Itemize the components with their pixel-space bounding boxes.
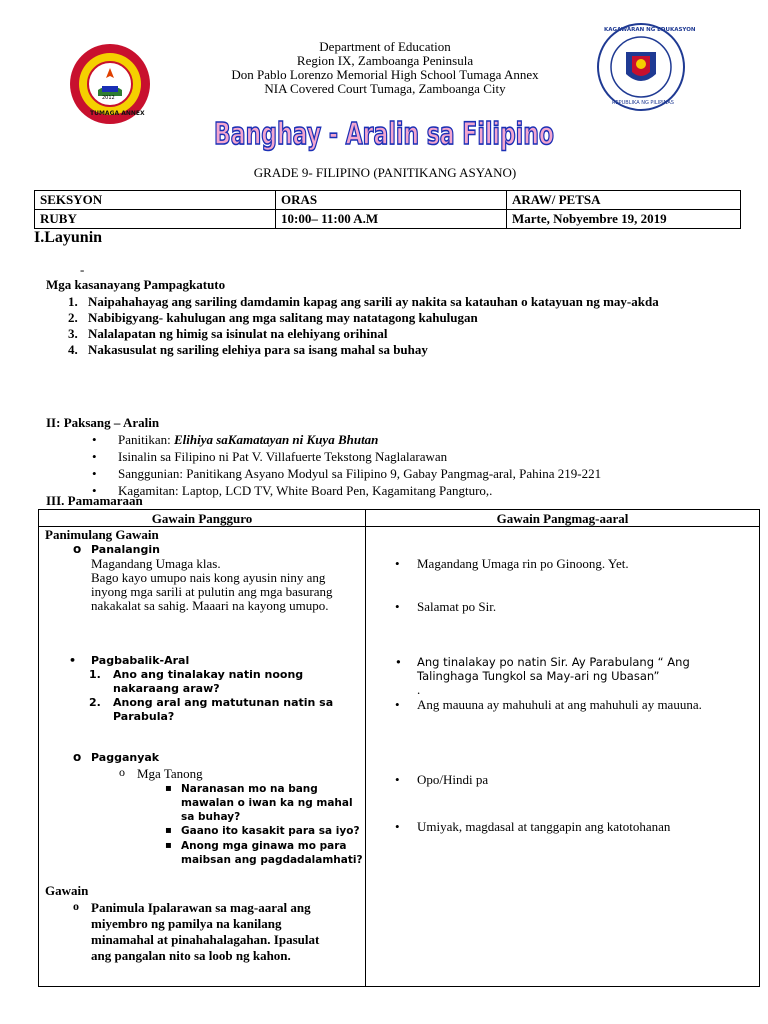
info-table bbox=[34, 190, 741, 229]
review-question: Anong aral ang matutunan natin sa bbox=[113, 696, 334, 709]
question-number: 2. bbox=[89, 696, 101, 709]
topic-item bbox=[90, 448, 750, 465]
col-header-teacher: Gawain Pangguro bbox=[151, 511, 253, 526]
objective-text: Naipahahayag ang sariling damdamin kapag ang sarili ay nakita sa katauhan o katayuan ng may-akda bbox=[88, 294, 659, 309]
topic-label: Sanggunian: Panitikang Asyano Modyul sa Filipino 9, Gabay Pangmag-aral, Pahina 219-221 bbox=[118, 466, 602, 481]
gawain-text: o Panimula Ipalarawan sa mag-aaral ang bbox=[91, 900, 357, 916]
header-region: Region IX, Zamboanga Peninsula bbox=[296, 53, 474, 68]
topic-list bbox=[90, 431, 750, 499]
student-response: • Magandang Umaga rin po Ginoong. Yet. bbox=[417, 556, 629, 572]
student-response: • Ang tinalakay po natin Sir. Ay Parabulang “ Ang bbox=[417, 655, 690, 669]
deped-logo-bottom-text: REPUBLIKA NG PILIPINAS bbox=[612, 100, 674, 106]
section3-title: III. Pamamaraan bbox=[46, 493, 143, 508]
question-item: sa buhay? bbox=[181, 811, 241, 823]
objective-text: Nabibigyang- kahulugan ang mga salitang may natatagong kahulugan bbox=[88, 310, 478, 325]
student-response: • Umiyak, magdasal at tanggapin ang katotohanan bbox=[417, 819, 670, 835]
topic-item bbox=[90, 431, 750, 448]
student-response: • Ang mauuna ay mahuhuli at ang mahuhuli ay mauuna. bbox=[417, 697, 702, 713]
objective-number: 4. bbox=[68, 342, 78, 357]
topic-label: Isinalin sa Filipino ni Pat V. Villafuerte Tekstong Naglalarawan bbox=[118, 449, 448, 464]
objectives-list bbox=[62, 294, 730, 358]
table-header-seksyon: SEKSYON bbox=[35, 191, 276, 210]
balik-aral-label: • Pagbabalik-Aral bbox=[91, 654, 189, 667]
deped-logo-top-text: KAGAWARAN NG EDUKASYON bbox=[604, 27, 696, 33]
header-school: Don Pablo Lorenzo Memorial High School Tumaga Annex bbox=[231, 67, 539, 82]
gawain-text: ang pangalan nito sa loob ng kahon. bbox=[91, 948, 291, 963]
question-item: ▪ Anong mga ginawa mo para bbox=[181, 840, 346, 852]
objective-text: Nalalapatan ng himig sa isinulat na elehiyang orihinal bbox=[88, 326, 388, 341]
banner-title bbox=[208, 108, 560, 158]
procedure-table bbox=[38, 509, 760, 987]
review-question: Parabula? bbox=[113, 710, 175, 723]
table-cell-seksyon: RUBY bbox=[35, 210, 276, 229]
objective-number: 3. bbox=[68, 326, 78, 341]
school-logo-year: 2012 bbox=[102, 95, 115, 101]
header-address: NIA Covered Court Tumaga, Zamboanga City bbox=[264, 81, 506, 96]
subtitle: GRADE 9- FILIPINO (PANITIKANG ASYANO) bbox=[253, 165, 517, 180]
student-response: • Opo/Hindi pa bbox=[417, 772, 488, 788]
svg-text:Banghay - Aralin sa Filipino: Banghay - Aralin sa Filipino bbox=[214, 117, 554, 152]
question-item: mawalan o iwan ka ng mahal bbox=[181, 797, 353, 809]
topic-item bbox=[90, 465, 750, 482]
competency-heading: Mga kasanayang Pampagkatuto bbox=[46, 277, 226, 292]
review-question: Ano ang tinalakay natin noong bbox=[113, 668, 304, 681]
col-header-student: Gawain Pangmag-aaral bbox=[496, 511, 629, 526]
table-header-petsa: ARAW/ PETSA bbox=[507, 191, 741, 210]
section2-title: II: Paksang – Aralin bbox=[46, 415, 160, 430]
section1-dash: - bbox=[80, 262, 85, 277]
objective-item bbox=[62, 294, 730, 310]
tanong-label: o Mga Tanong bbox=[137, 766, 203, 782]
table-cell-petsa: Marte, Nobyembre 19, 2019 bbox=[507, 210, 741, 229]
question-item: ▪ Gaano ito kasakit para sa iyo? bbox=[181, 825, 360, 837]
topic-label: Kagamitan: Laptop, LCD TV, White Board Pen, Kagamitang Pangturo,. bbox=[118, 483, 493, 498]
panalangin-text: Magandang Umaga klas. bbox=[91, 556, 221, 571]
panalangin-text: nakakalat sa sahig. Maaari na kayong umupo. bbox=[91, 598, 329, 613]
objective-item bbox=[62, 326, 730, 342]
objective-text: Nakasusulat ng sariling elehiya para sa isang mahal sa buhay bbox=[88, 342, 428, 357]
table-cell-oras: 10:00– 11:00 A.M bbox=[276, 210, 507, 229]
review-question: nakaraang araw? bbox=[113, 682, 220, 695]
question-item: ▪ Naranasan mo na bang bbox=[181, 783, 318, 795]
objective-item bbox=[62, 342, 730, 358]
panalangin-label: o Panalangin bbox=[91, 543, 160, 556]
student-response: . bbox=[417, 682, 421, 697]
panimula-heading: Panimulang Gawain bbox=[45, 527, 159, 542]
objective-item bbox=[62, 310, 730, 326]
school-logo bbox=[68, 42, 152, 126]
school-logo-bottom-text: TUMAGA ANNEX bbox=[90, 110, 145, 117]
topic-label: Panitikan: bbox=[118, 432, 174, 447]
student-response: • Salamat po Sir. bbox=[417, 599, 496, 615]
table-header-oras: ORAS bbox=[276, 191, 507, 210]
objective-number: 2. bbox=[68, 310, 78, 325]
gawain-text: minamahal at pinahahalagahan. Ipasulat bbox=[91, 932, 320, 947]
topic-item bbox=[90, 482, 750, 499]
panalangin-text: inyong mga sarili at pulutin ang mga basurang bbox=[91, 584, 333, 599]
question-number: 1. bbox=[89, 668, 101, 681]
header-department: Department of Education bbox=[319, 39, 451, 54]
objective-number: 1. bbox=[68, 294, 78, 309]
student-response: Talinghaga Tungkol sa May-ari ng Ubasan” bbox=[417, 669, 660, 683]
question-item: maibsan ang pagdadalamhati? bbox=[181, 854, 363, 866]
topic-value: Elihiya saKamatayan ni Kuya Bhutan bbox=[173, 432, 379, 447]
gawain-heading: Gawain bbox=[45, 883, 89, 898]
pagganyak-label: o Pagganyak bbox=[91, 751, 159, 764]
section1-title: I.Layunin bbox=[34, 229, 103, 246]
panalangin-text: Bago kayo umupo nais kong ayusin niny ang bbox=[91, 570, 326, 585]
gawain-text: miyembro ng pamilya na kanilang bbox=[91, 916, 282, 931]
